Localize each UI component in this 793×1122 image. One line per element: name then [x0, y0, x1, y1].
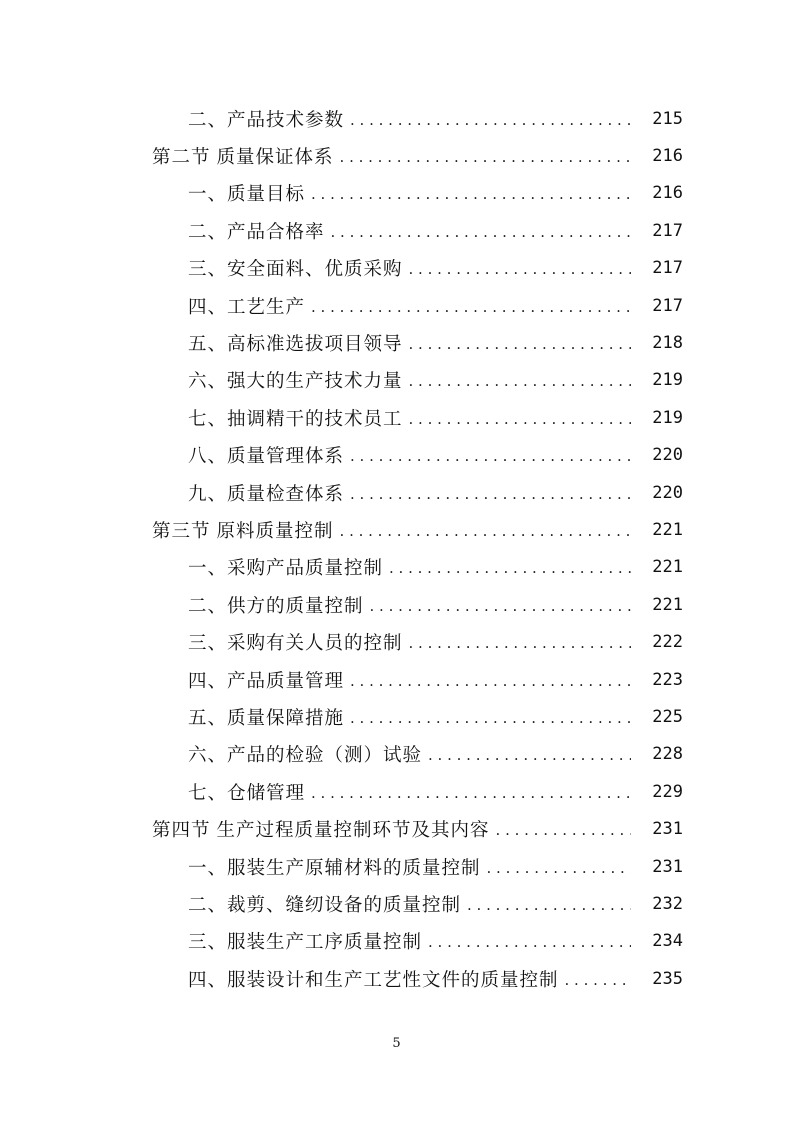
toc-entry-body	[188, 106, 637, 132]
dot-leader	[409, 410, 631, 428]
toc-page-number: 215	[652, 108, 683, 129]
toc-entry-body	[188, 928, 637, 954]
dot-leader	[409, 372, 631, 390]
toc-entry-body	[152, 816, 637, 842]
dot-leader	[428, 933, 631, 951]
toc-entry-title	[188, 293, 305, 319]
toc-entry-title	[188, 480, 344, 506]
toc-entry-body	[188, 629, 637, 655]
toc-entry[interactable]	[0, 399, 793, 436]
toc-title-text: 七、抽调精干的技术员工	[188, 408, 403, 430]
toc-entry-body	[188, 218, 637, 244]
toc-entry-title	[188, 966, 559, 992]
toc-title-text: 七、仓储管理	[188, 782, 306, 804]
dot-leader	[370, 597, 631, 615]
toc-entry-title	[188, 704, 344, 730]
toc-entry-title	[188, 928, 422, 954]
toc-entry[interactable]	[0, 212, 793, 249]
toc-entry-body	[188, 667, 637, 693]
toc-title-text: 三、安全面料、优质采购	[188, 259, 403, 281]
toc-entry-title	[152, 517, 334, 543]
dot-leader	[389, 559, 631, 577]
toc-section-label: 第四节	[152, 820, 211, 842]
toc-entry[interactable]	[0, 549, 793, 586]
toc-title-text: 二、供方的质量控制	[188, 595, 364, 617]
toc-title-text: 八、质量管理体系	[188, 446, 345, 468]
dot-leader	[467, 896, 631, 914]
toc-entry-title	[188, 891, 461, 917]
toc-entry-body	[188, 255, 637, 281]
toc-title-text: 九、质量检查体系	[188, 483, 345, 505]
dot-leader	[409, 634, 631, 652]
toc-page-number: 217	[652, 220, 683, 241]
toc-page-number: 216	[652, 146, 683, 167]
toc-entry-title	[188, 779, 305, 805]
toc-title-text: 二、裁剪、缝纫设备的质量控制	[188, 894, 462, 916]
toc-entry[interactable]	[0, 960, 793, 997]
toc-entry[interactable]	[0, 848, 793, 885]
toc-entry[interactable]	[0, 773, 793, 810]
toc-entry-body	[188, 779, 637, 805]
dot-leader	[428, 746, 631, 764]
toc-page-number: 217	[652, 295, 683, 316]
toc-entry[interactable]	[0, 698, 793, 735]
toc-entry-body	[188, 554, 637, 580]
toc-entry[interactable]	[0, 810, 793, 847]
toc-title-text: 质量保证体系	[216, 147, 334, 169]
toc-entry-title	[188, 629, 403, 655]
dot-leader	[565, 971, 631, 989]
toc-entry-body	[188, 180, 637, 206]
toc-page-number: 219	[652, 370, 683, 391]
toc-entry-title	[188, 592, 364, 618]
toc-entry-title	[188, 854, 481, 880]
toc-title-text: 原料质量控制	[216, 520, 334, 542]
toc-entry[interactable]	[0, 923, 793, 960]
toc-entry-body	[188, 293, 637, 319]
toc-section-label: 第二节	[152, 147, 211, 169]
toc-page-number: 221	[652, 594, 683, 615]
toc-entry[interactable]	[0, 100, 793, 137]
toc-entry-body	[188, 854, 637, 880]
toc-page-number: 217	[652, 258, 683, 279]
toc-title-text: 一、采购产品质量控制	[188, 558, 384, 580]
toc-title-text: 二、产品合格率	[188, 221, 325, 243]
toc-page-number: 231	[652, 856, 683, 877]
page-number: 5	[392, 1036, 401, 1051]
toc-title-text: 四、工艺生产	[188, 296, 306, 318]
toc-entry-title	[152, 143, 334, 169]
dot-leader	[350, 485, 631, 503]
toc-entry-title	[188, 367, 403, 393]
dot-leader	[409, 260, 631, 278]
toc-entry[interactable]	[0, 623, 793, 660]
toc-page-number: 216	[652, 183, 683, 204]
toc-entry[interactable]	[0, 437, 793, 474]
toc-entry-title	[188, 405, 403, 431]
toc-entry-body	[188, 592, 637, 618]
toc-entry-title	[188, 255, 403, 281]
toc-entry-body	[188, 741, 637, 767]
toc-entry-title	[188, 667, 344, 693]
toc-entry-title	[188, 106, 344, 132]
toc-page-number: 220	[652, 482, 683, 503]
dot-leader	[350, 447, 631, 465]
toc-page-number: 225	[652, 706, 683, 727]
toc-entry-body	[188, 405, 637, 431]
toc-page-number: 221	[652, 519, 683, 540]
toc-title-text: 三、采购有关人员的控制	[188, 633, 403, 655]
toc-entry-title	[188, 180, 305, 206]
toc-entry[interactable]	[0, 175, 793, 212]
toc-page-number: 221	[652, 557, 683, 578]
toc-title-text: 二、产品技术参数	[188, 109, 345, 131]
toc-entry-title	[188, 554, 383, 580]
dot-leader	[311, 185, 631, 203]
toc-page-number: 232	[652, 893, 683, 914]
toc-entry-body	[188, 704, 637, 730]
toc-page-number: 219	[652, 407, 683, 428]
toc-title-text: 生产过程质量控制环节及其内容	[216, 820, 490, 842]
toc-entry-title	[152, 816, 490, 842]
dot-leader	[311, 784, 631, 802]
toc-page-number: 229	[652, 781, 683, 802]
toc-title-text: 六、强大的生产技术力量	[188, 371, 403, 393]
toc-entry[interactable]	[0, 511, 793, 548]
toc-entry-body	[188, 442, 637, 468]
toc-entry[interactable]	[0, 474, 793, 511]
toc-entry[interactable]	[0, 661, 793, 698]
dot-leader	[340, 148, 631, 166]
dot-leader	[496, 821, 631, 839]
toc-page-number: 222	[652, 632, 683, 653]
toc-entry-body	[152, 517, 637, 543]
dot-leader	[331, 223, 631, 241]
toc-entry-body	[188, 891, 637, 917]
toc-section-label: 第三节	[152, 520, 211, 542]
toc-page-number: 235	[652, 968, 683, 989]
toc-title-text: 一、质量目标	[188, 184, 306, 206]
toc-entry[interactable]	[0, 885, 793, 922]
dot-leader	[487, 859, 631, 877]
toc-entry[interactable]	[0, 137, 793, 174]
toc-title-text: 四、服装设计和生产工艺性文件的质量控制	[188, 969, 559, 991]
toc-entry[interactable]	[0, 586, 793, 623]
toc-title-text: 四、产品质量管理	[188, 670, 345, 692]
toc-entry[interactable]	[0, 362, 793, 399]
toc-entry-body	[152, 143, 637, 169]
toc-entry-body	[188, 330, 637, 356]
toc-entry[interactable]	[0, 250, 793, 287]
toc-title-text: 一、服装生产原辅材料的质量控制	[188, 857, 481, 879]
toc-page-number: 228	[652, 744, 683, 765]
toc-title-text: 六、产品的检验（测）试验	[188, 745, 423, 767]
toc-entry-body	[188, 480, 637, 506]
toc-page-number: 234	[652, 931, 683, 952]
toc-entry[interactable]	[0, 287, 793, 324]
dot-leader	[311, 298, 631, 316]
dot-leader	[350, 111, 631, 129]
toc-entry-title	[188, 741, 422, 767]
toc-entry-body	[188, 367, 637, 393]
toc-title-text: 五、高标准选拔项目领导	[188, 334, 403, 356]
dot-leader	[350, 709, 631, 727]
dot-leader	[350, 672, 631, 690]
table-of-contents	[0, 100, 793, 997]
toc-entry-title	[188, 442, 344, 468]
toc-page-number: 231	[652, 819, 683, 840]
toc-title-text: 三、服装生产工序质量控制	[188, 932, 423, 954]
toc-page-number: 223	[652, 669, 683, 690]
toc-entry[interactable]	[0, 736, 793, 773]
toc-entry-title	[188, 218, 325, 244]
toc-entry-title	[188, 330, 403, 356]
toc-entry[interactable]	[0, 324, 793, 361]
toc-entry-body	[188, 966, 637, 992]
toc-page-number: 218	[652, 333, 683, 354]
toc-title-text: 五、质量保障措施	[188, 707, 345, 729]
toc-page-number: 220	[652, 445, 683, 466]
dot-leader	[340, 522, 631, 540]
dot-leader	[409, 335, 631, 353]
